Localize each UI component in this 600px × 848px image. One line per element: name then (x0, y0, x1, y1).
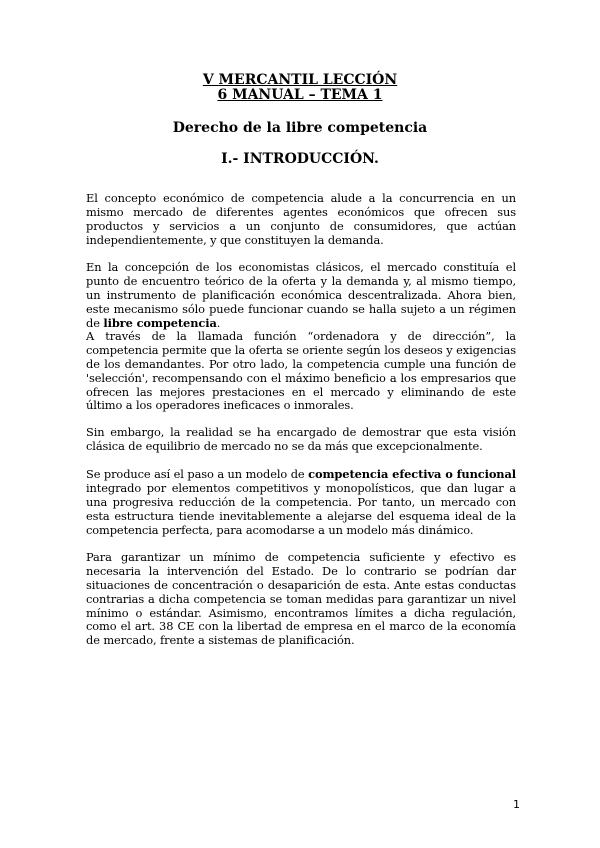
paragraph-1: El concepto económico de competencia alude a la concurrencia en un mismo mercado de diferentes agentes económicos que ofrecen sus productos y servicios a un conjunto de consumidores, que actúan independientemente, y que constituyen la demanda. (86, 191, 516, 247)
document-title-line-2: 6 MANUAL – TEMA 1 (217, 87, 383, 103)
paragraph-5-bold-term: competencia efectiva o funcional (308, 467, 517, 482)
paragraph-6: Para garantizar un mínimo de competencia suficiente y efectivo es necesaria la intervención del Estado. De lo contrario se podrían dar situaciones de concentración o desaparición de esta. Ante estas conductas contrarias a dicha competencia se toman medidas para garantizar un nivel mínimo o estándar. Asimismo, encontramos límites a dicha regulación, como el art. 38 CE con la libertad de empresa en el marco de la economía de mercado, frente a sistemas de planificación. (86, 550, 516, 648)
paragraph-4: Sin embargo, la realidad se ha encargado de demostrar que esta visión clásica de equilibrio de mercado no se da más que excepcionalmente. (86, 425, 516, 454)
paragraph-2-end: . (216, 315, 221, 330)
paragraph-5-continuation: integrado por elementos competitivos y monopolísticos, que dan lugar a una progresiva reducción de la competencia. Por tanto, un mercado con esta estructura tiende inevitablemente a alejarse del esquema ideal de la competencia perfecta, para acomodarse a un modelo más dinámico. (86, 481, 516, 537)
paragraph-2-text: En la concepción de los economistas clásicos, el mercado constituía el punto de encuentro teórico de la oferta y la demanda y, al mismo tiempo, un instrumento de planificación económica descentralizada. Ahora bien, este mecanismo sólo puede funcionar cuando se halla sujeto a un régimen de (86, 260, 516, 330)
section-heading: I.- INTRODUCCIÓN. (221, 151, 379, 167)
document-title-line-1: V MERCANTIL LECCIÓN (202, 72, 398, 88)
paragraph-2 (86, 261, 516, 330)
page-number: 1 (513, 798, 520, 811)
paragraph-5-text: Se produce así el paso a un modelo de (86, 467, 309, 482)
document-subtitle: Derecho de la libre competencia (172, 120, 428, 136)
paragraph-2-bold-term: libre competencia (103, 315, 217, 330)
paragraph-3: A través de la llamada función “ordenadora y de dirección”, la competencia permite que la oferta se oriente según los deseos y exigencias de los demandantes. Por otro lado, la competencia cumple una función de 'selección', recompensando con el máximo beneficio a los empresarios que ofrecen las mejores prestaciones en el mercado y eliminando de este último a los operadores ineficaces o inmorales. (86, 329, 516, 413)
paragraph-5 (86, 468, 516, 537)
